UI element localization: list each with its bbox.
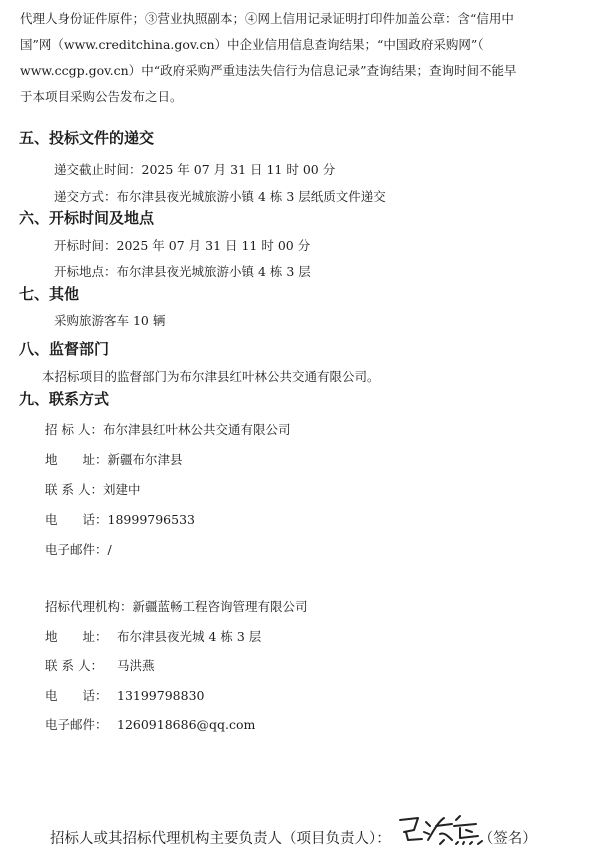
agency-phone-row <box>45 686 204 704</box>
label: 地 址： <box>45 629 108 644</box>
section-9-heading: 九、联系方式 <box>19 390 110 408</box>
label: 电子邮件： <box>45 717 108 732</box>
intro-line: 于本项目采购公告发布之日。 <box>20 89 183 104</box>
intro-line: 代理人身份证件原件；③营业执照副本；④网上信用记录证明打印件加盖公章：含“信用中 <box>20 11 514 26</box>
label: 电 话： <box>45 688 108 703</box>
agency-email-row <box>45 715 255 733</box>
tenderer-email-row <box>45 540 112 558</box>
value: 布尔津县夜光城 4 栋 3 层 <box>117 629 262 644</box>
value: 马洪燕 <box>117 658 155 673</box>
label: 联 系 人： <box>45 482 103 497</box>
label: 联 系 人： <box>45 658 103 673</box>
intro-line: www.ccgp.gov.cn）中“政府采购严重违法失信行为信息记录”查询结果；查询时间不能早 <box>20 63 517 78</box>
intro-line: 国”网（www.creditchina.gov.cn）中企业信用信息查询结果；“中国政府采购网”（ <box>20 37 484 52</box>
section-6-heading: 六、开标时间及地点 <box>19 209 155 227</box>
handwritten-signature-icon <box>396 810 488 848</box>
tenderer-phone-row <box>45 510 195 528</box>
value: 1260918686@qq.com <box>117 717 256 732</box>
signature-suffix: （签名） <box>478 831 537 847</box>
agency-address-row <box>45 627 261 645</box>
submit-method: 递交方式：布尔津县夜光城旅游小镇 4 栋 3 层纸质文件递交 <box>54 189 386 204</box>
tenderer-address-row <box>45 450 183 468</box>
value: 18999796533 <box>107 512 195 527</box>
section-5-heading: 五、投标文件的递交 <box>19 129 155 147</box>
value: 新疆蓝畅工程咨询管理有限公司 <box>132 599 308 614</box>
value: 13199798830 <box>117 688 205 703</box>
value: / <box>107 542 112 557</box>
label: 地 址： <box>45 452 108 467</box>
tenderer-name-row <box>45 420 290 438</box>
value: 刘建中 <box>102 482 141 497</box>
label: 电子邮件： <box>45 542 108 557</box>
signature-prefix: 招标人或其招标代理机构主要负责人（项目负责人）： <box>50 831 391 847</box>
value: 布尔津县红叶林公共交通有限公司 <box>102 422 291 437</box>
label: 招 标 人： <box>45 422 103 437</box>
section-7-heading: 七、其他 <box>19 285 80 303</box>
agency-contact-row <box>45 656 155 674</box>
opening-time: 开标时间：2025 年 07 月 31 日 11 时 00 分 <box>54 238 311 253</box>
tenderer-contact-row <box>45 480 140 498</box>
intro-paragraph <box>20 6 576 110</box>
value: 新疆布尔津县 <box>107 452 183 467</box>
label: 电 话： <box>45 512 108 527</box>
opening-place: 开标地点：布尔津县夜光城旅游小镇 4 栋 3 层 <box>54 264 311 279</box>
label: 招标代理机构： <box>45 599 133 614</box>
submit-deadline: 递交截止时间：2025 年 07 月 31 日 11 时 00 分 <box>54 162 336 177</box>
other-text: 采购旅游客车 10 辆 <box>54 313 166 328</box>
agency-name-row <box>45 597 308 615</box>
section-8-heading: 八、监督部门 <box>19 340 110 358</box>
supervision-text: 本招标项目的监督部门为布尔津县红叶林公共交通有限公司。 <box>42 369 380 384</box>
